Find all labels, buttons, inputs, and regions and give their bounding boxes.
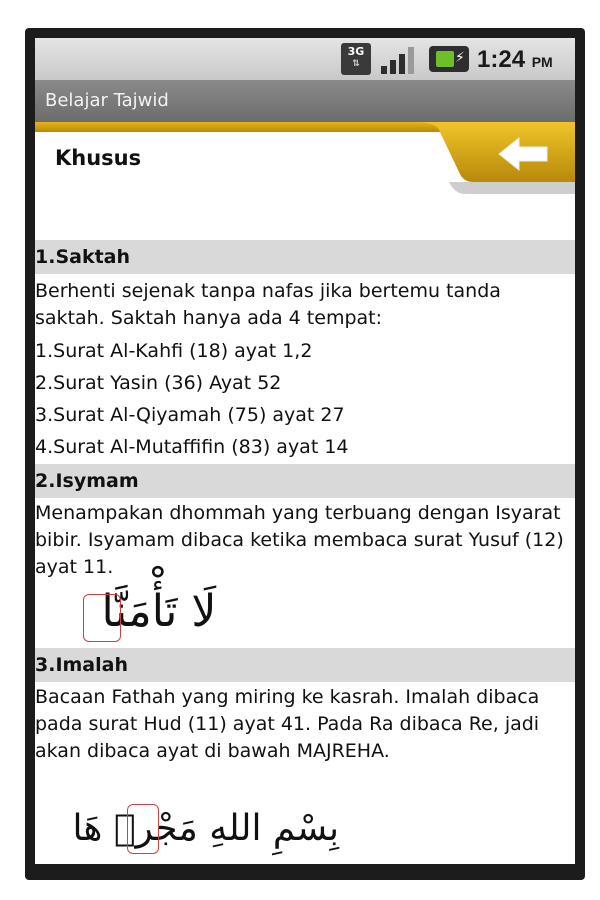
highlight-box xyxy=(83,594,121,642)
back-button[interactable] xyxy=(415,122,575,194)
device-screen xyxy=(35,38,575,864)
battery-level xyxy=(436,51,454,67)
section-heading-isymam: 2.Isymam xyxy=(35,464,575,498)
highlight-box xyxy=(127,804,159,854)
status-time xyxy=(477,46,569,74)
arabic-example-isymam: لَا تَأْمَنَّا xyxy=(101,586,217,637)
status-time-value: 1:24 xyxy=(477,46,526,73)
section-description-isymam: Menampakan dhommah yang terbuang dengan Isyarat bibir. Isyamam dibaca ketika membaca surat Yusuf (12) ayat 11. xyxy=(35,502,564,578)
section-heading-imalah: 3.Imalah xyxy=(35,648,575,682)
data-arrows-icon: ⇅ xyxy=(352,59,360,69)
list-item: 3.Surat Al-Qiyamah (75) ayat 27 xyxy=(35,404,345,426)
battery-charging-icon xyxy=(429,46,469,72)
list-item: 2.Surat Yasin (36) Ayat 52 xyxy=(35,372,282,394)
app-title-bar xyxy=(35,80,575,122)
arabic-example-imalah: بِسْمِ اللهِ مَجْرٖ هَا xyxy=(72,808,339,849)
app-title: Belajar Tajwid xyxy=(45,90,169,111)
list-item: 1.Surat Al-Kahfi (18) ayat 1,2 xyxy=(35,340,313,362)
status-time-ampm: PM xyxy=(531,54,553,70)
content-area[interactable] xyxy=(35,194,575,864)
signal-strength-icon xyxy=(379,45,419,75)
page-title: Khusus xyxy=(55,146,142,170)
list-item: 4.Surat Al-Mutaffifin (83) ayat 14 xyxy=(35,436,349,458)
section-description-imalah: Bacaan Fathah yang miring ke kasrah. Imalah dibaca pada surat Hud (11) ayat 41. Pada Ra dibaca Re, jadi akan dibaca ayat di bawah MAJREHA. xyxy=(35,686,540,762)
section-heading-saktah: 1.Saktah xyxy=(35,240,575,274)
charging-bolt-icon: ⚡ xyxy=(455,50,465,66)
status-bar xyxy=(35,38,575,80)
page-header xyxy=(35,122,575,194)
network-label: 3G xyxy=(347,45,365,58)
3g-data-icon xyxy=(341,43,371,75)
section-description-saktah: Berhenti sejenak tanpa nafas jika bertemu tanda saktah. Saktah hanya ada 4 tempat: xyxy=(35,280,501,329)
